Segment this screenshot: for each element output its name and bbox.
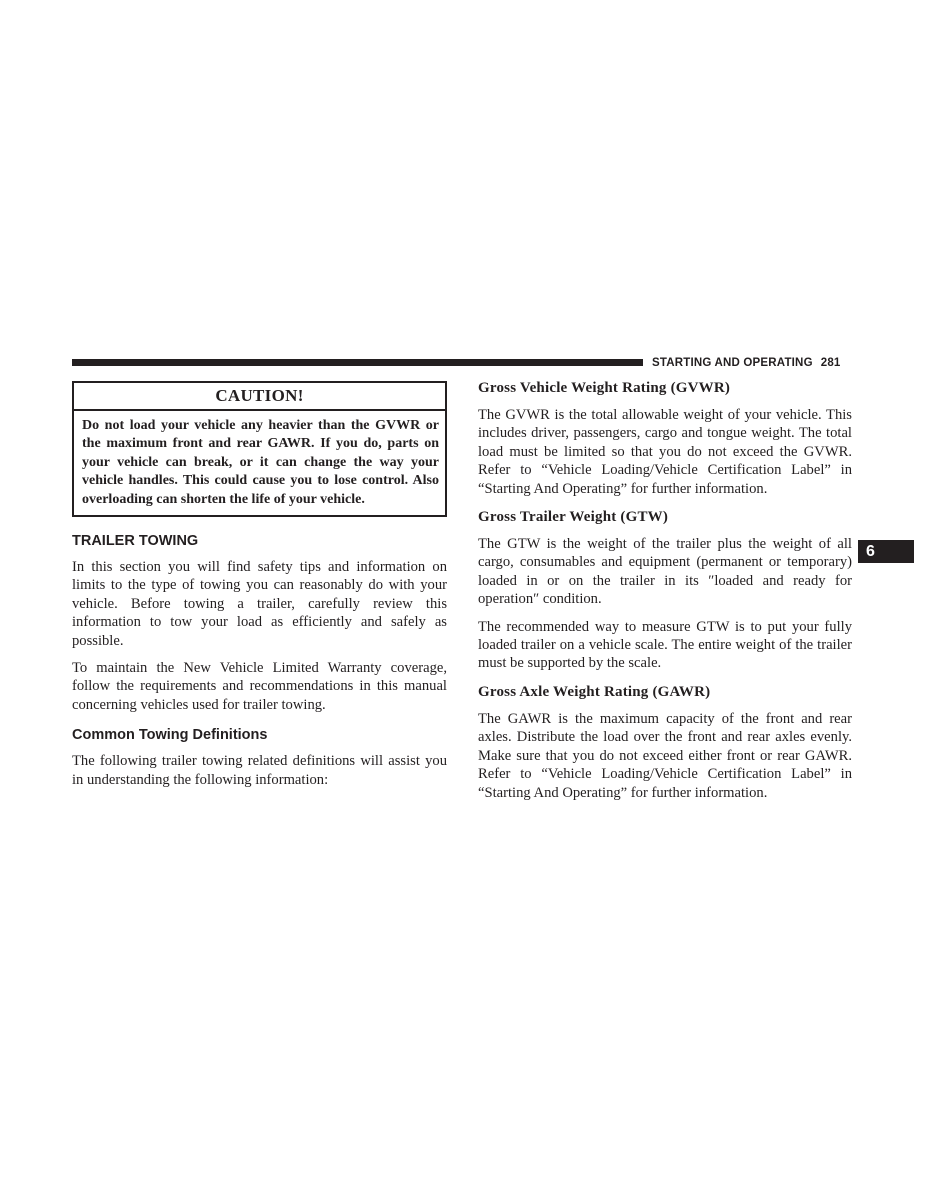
gtw-heading: Gross Trailer Weight (GTW) — [478, 509, 669, 526]
trailer-towing-paragraph-2: To maintain the New Vehicle Limited Warranty coverage, follow the requirements and recommendations in this manual concerning vehicles used for trailer towing. — [72, 660, 447, 713]
caution-text: Do not load your vehicle any heavier than the GVWR or the maximum front and rear GAWR. If you do, parts on your vehicle can break, or it can change the way your vehicle handles. This could cause you to lose control. Also overloading can shorten the life of your vehicle. — [82, 418, 439, 507]
left-column — [72, 381, 447, 798]
chapter-tab: 6 — [858, 540, 914, 563]
page-number: 281 — [820, 357, 841, 369]
trailer-towing-paragraph-1: In this section you will find safety tips and information on limits to the type of towing you can reasonably do with your vehicle. Before towing a trailer, carefully review this information to tow your load as efficiently and safely as possible. — [72, 559, 447, 649]
caution-box — [72, 381, 447, 517]
common-definitions-heading: Common Towing Definitions — [72, 727, 268, 744]
section-title: STARTING AND OPERATING — [652, 357, 813, 369]
running-header — [652, 357, 841, 371]
header-rule — [72, 359, 643, 366]
gtw-paragraph-2: The recommended way to measure GTW is to put your fully loaded trailer on a vehicle scale. The entire weight of the trailer must be supported by the scale. — [478, 618, 852, 672]
gawr-heading: Gross Axle Weight Rating (GAWR) — [478, 683, 711, 700]
gvwr-paragraph: The GVWR is the total allowable weight of your vehicle. This includes driver, passengers, cargo and tongue weight. The total load must be limited so that you do not exceed the GVWR. Refer to “Vehicle Loading/Vehicle Certification Label” in “Starting And Operating” for further information. — [478, 407, 852, 497]
gtw-paragraph-1: The GTW is the weight of the trailer plus the weight of all cargo, consumables and equipment (permanent or temporary) loaded in or on the trailer in its ″loaded and ready for operation″ condition. — [478, 536, 852, 608]
trailer-towing-heading: TRAILER TOWING — [72, 533, 199, 550]
caution-title: CAUTION! — [74, 383, 445, 411]
gvwr-heading: Gross Vehicle Weight Rating (GVWR) — [478, 380, 731, 396]
right-column — [478, 378, 852, 811]
common-definitions-paragraph: The following trailer towing related definitions will assist you in understanding the following information: — [72, 753, 447, 788]
gawr-paragraph: The GAWR is the maximum capacity of the front and rear axles. Distribute the load over the front and rear axles evenly. Make sure that you do not exceed either front or rear GAWR. Refer to “Vehicle Loading/Vehicle Certification Label” in “Starting And Operating” for further information. — [478, 710, 852, 801]
